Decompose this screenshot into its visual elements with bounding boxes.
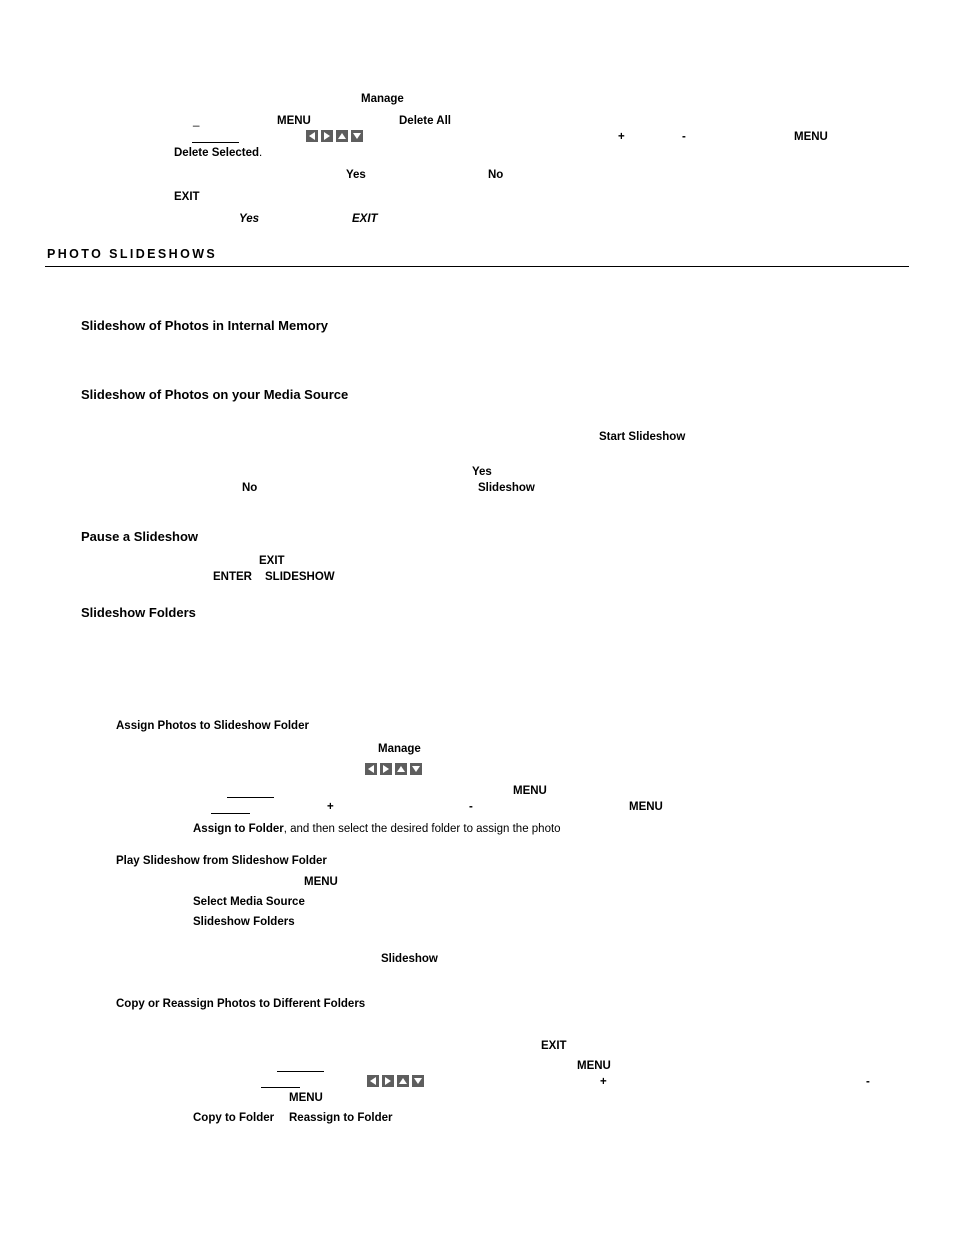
menu-label: MENU (277, 115, 311, 127)
delete-selected-label: Delete Selected. (174, 147, 263, 159)
select-media-source-label: Select Media Source (193, 896, 305, 908)
reassign-to-folder-label: Reassign to Folder (289, 1112, 393, 1124)
copy-menu-label-2: MENU (289, 1092, 323, 1104)
copy-minus-label: - (866, 1076, 870, 1088)
assign-arrow-keys-icon-group (365, 763, 422, 775)
up-arrow-icon (395, 763, 407, 775)
menu-label-2: MENU (794, 131, 828, 143)
no-label: No (488, 169, 504, 181)
heading-pause-slideshow: Pause a Slideshow (81, 529, 199, 544)
heading-assign-photos: Assign Photos to Slideshow Folder (116, 720, 309, 732)
section-title: PHOTO SLIDESHOWS (47, 247, 218, 261)
up-arrow-icon (336, 130, 348, 142)
media-slideshow-label: Slideshow (478, 482, 535, 494)
arrow-keys-icon-group (306, 130, 363, 142)
assign-plus-label: + (327, 801, 334, 813)
down-arrow-icon (351, 130, 363, 142)
assign-minus-label: - (469, 801, 473, 813)
pause-slideshow-label: SLIDESHOW (265, 571, 335, 583)
copy-to-folder-label: Copy to Folder (193, 1112, 275, 1124)
assign-manage-label: Manage (378, 743, 421, 755)
heading-internal-memory: Slideshow of Photos in Internal Memory (81, 318, 329, 333)
exit-label: EXIT (174, 191, 200, 203)
copy-blank-underline-1 (277, 1071, 324, 1072)
copy-exit-label: EXIT (541, 1040, 567, 1052)
yes-italic-label: Yes (239, 213, 260, 225)
left-arrow-icon (367, 1075, 379, 1087)
section-divider (45, 266, 909, 267)
delete-all-label: Delete All (399, 115, 451, 127)
copy-blank-underline-2 (261, 1087, 300, 1088)
right-arrow-icon (321, 130, 333, 142)
left-arrow-icon (365, 763, 377, 775)
heading-media-source: Slideshow of Photos on your Media Source (81, 387, 349, 402)
plus-key-label: + (618, 131, 625, 143)
assign-blank-underline-2 (211, 813, 250, 814)
left-arrow-icon (306, 130, 318, 142)
assign-to-folder-text: Assign to Folder, and then select the desired folder to assign the photo (193, 823, 561, 835)
up-arrow-icon (397, 1075, 409, 1087)
heading-copy-reassign: Copy or Reassign Photos to Different Folders (116, 998, 366, 1010)
blank-underline (192, 142, 239, 143)
heading-play-slideshow: Play Slideshow from Slideshow Folder (116, 855, 327, 867)
media-no-label: No (242, 482, 258, 494)
start-slideshow-label: Start Slideshow (599, 431, 686, 443)
yes-label: Yes (346, 169, 366, 181)
assign-menu-label-2: MENU (629, 801, 663, 813)
exit-italic-label: EXIT (352, 213, 378, 225)
down-arrow-icon (412, 1075, 424, 1087)
copy-menu-label: MENU (577, 1060, 611, 1072)
heading-slideshow-folders: Slideshow Folders (81, 605, 196, 620)
copy-arrow-keys-icon-group (367, 1075, 424, 1087)
play-menu-label: MENU (304, 876, 338, 888)
pause-exit-label: EXIT (259, 555, 285, 567)
slideshow-folders-label: Slideshow Folders (193, 916, 295, 928)
blank-placeholder: _ (193, 115, 200, 127)
pause-enter-label: ENTER (213, 571, 252, 583)
assign-blank-underline-1 (227, 797, 274, 798)
media-yes-label: Yes (472, 466, 492, 478)
assign-menu-label: MENU (513, 785, 547, 797)
play-slideshow-label: Slideshow (381, 953, 438, 965)
minus-key-label: - (682, 131, 686, 143)
right-arrow-icon (382, 1075, 394, 1087)
manage-label: Manage (361, 93, 404, 105)
right-arrow-icon (380, 763, 392, 775)
copy-plus-label: + (600, 1076, 607, 1088)
down-arrow-icon (410, 763, 422, 775)
